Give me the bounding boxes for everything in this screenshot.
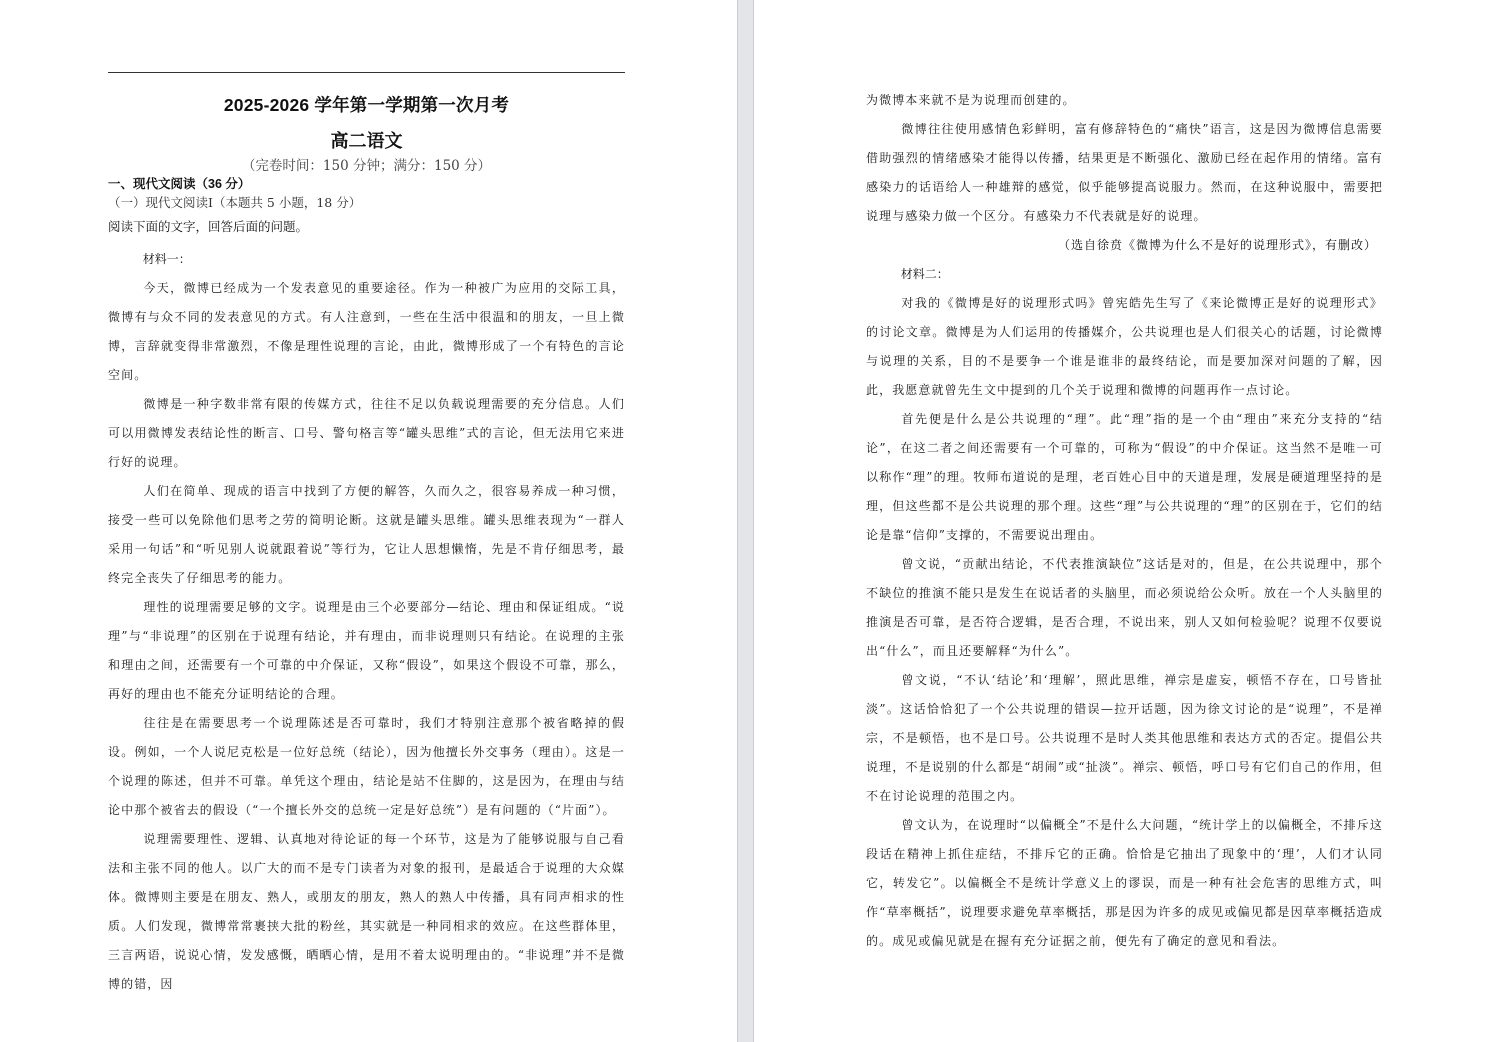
paragraph: 往往是在需要思考一个说理陈述是否可靠时，我们才特别注意那个被省略掉的假设。例如，一个人说尼克松是一位好总统（结论），因为他擅长外交事务（理由）。这是一个说理的陈述，但并不可靠。单凭这个理由，结论是站不住脚的，这是因为，在理由与结论中那个被省去的假设（“一个擅长外交的总统一定是好总统”）是有问题的（“片面”）。 <box>108 716 625 817</box>
paragraph: 微博往往使用感情色彩鲜明，富有修辞特色的“痛快”语言，这是因为微博信息需要借助强烈的情绪感染才能得以传播，结果更是不断强化、激励已经在起作用的情绪。富有感染力的话语给人一种雄辩的感觉，似乎能够提高说服力。然而，在这种说服中，需要把说理与感染力做一个区分。有感染力不代表就是好的说理。 <box>866 122 1383 223</box>
paragraph: 人们在简单、现成的语言中找到了方便的解答，久而久之，很容易养成一种习惯，接受一些可以免除他们思考之劳的简明论断。这就是罐头思维。罐头思维表现为“一群人采用一句话”和“听见别人说就跟着说”等行为，它让人思想懒惰，先是不肯仔细思考，最终完全丧失了仔细思考的能力。 <box>108 484 625 585</box>
section-heading: 一、现代文阅读（36 分） <box>108 177 251 191</box>
paragraph-continuation: 为微博本来就不是为说理而创建的。 <box>866 93 1076 107</box>
exam-info: （完卷时间：150 分钟；满分：150 分） <box>241 158 492 174</box>
reading-instruction: 阅读下面的文字，回答后面的问题。 <box>108 219 309 234</box>
page-content <box>866 86 1383 956</box>
material-one-label: 材料一： <box>142 252 191 266</box>
paragraph: 曾文认为，在说理时“以偏概全”不是什么大问题，“统计学上的以偏概全，不排斥这段话在精神上抓住症结，不排斥它的正确。恰恰是它抽出了现象中的‘理’，人们才认同它，转发它”。以偏概全不是统计学意义上的谬误，而是一种有社会危害的思维方式，叫作“草率概括”，说理要求避免草率概括，那是因为许多的成见或偏见都是因草率概括造成的。成见或偏见就是在握有充分证据之前，便先有了确定的意见和看法。 <box>866 818 1383 948</box>
paragraph: 首先便是什么是公共说理的“理”。此“理”指的是一个由“理由”来充分支持的“结论”，在这二者之间还需要有一个可靠的，可称为“假设”的中介保证。这当然不是唯一可以称作“理”的理。牧师布道说的是理，老百姓心目中的天道是理，发展是硬道理坚持的是理，但这些都不是公共说理的那个理。这些“理”与公共说理的“理”的区别在于，它们的结论是靠“信仰”支撑的，不需要说出理由。 <box>866 412 1383 542</box>
exam-title: 2025-2026 学年第一学期第一次月考 <box>223 95 510 115</box>
header-rule <box>108 72 625 73</box>
subject-title: 高二语文 <box>330 131 403 151</box>
paragraph: 今天，微博已经成为一个发表意见的重要途径。作为一种被广为应用的交际工具，微博有与众不同的发表意见的方式。有人注意到，一些在生活中很温和的朋友，一旦上微博，言辞就变得非常激烈，不像是理性说理的言论，由此，微博形成了一个有特色的言论空间。 <box>108 281 625 382</box>
paragraph: 对我的《微博是好的说理形式吗》曾宪皓先生写了《来论微博正是好的说理形式》的讨论文章。微博是为人们运用的传播媒介，公共说理也是人们很关心的话题，讨论微博与说理的关系，目的不是要争一个谁是谁非的最终结论，而是要加深对问题的了解，因此，我愿意就曾先生文中提到的几个关于说理和微博的问题再作一点讨论。 <box>866 296 1383 397</box>
source-citation: （选自徐贲《微博为什么不是好的说理形式》，有删改） <box>1057 238 1377 252</box>
paragraph: 曾文说，“不认‘结论’和‘理解’，照此思维，禅宗是虚妄，顿悟不存在，口号皆扯淡”。这话恰恰犯了一个公共说理的错误—拉开话题，因为徐文讨论的是“说理”，不是禅宗，不是顿悟，也不是口号。公共说理不是时人类其他思维和表达方式的否定。提倡公共说理，不是说别的什么都是“胡闹”或“扯淡”。禅宗、顿悟，呼口号有它们自己的作用，但不在讨论说理的范围之内。 <box>866 673 1383 803</box>
subsection-heading: （一）现代文阅读Ⅰ（本题共 5 小题，18 分） <box>108 195 362 210</box>
paragraph: 理性的说理需要足够的文字。说理是由三个必要部分—结论、理由和保证组成。“说理”与“非说理”的区别在于说理有结论，并有理由，而非说理则只有结论。在说理的主张和理由之间，还需要有一个可靠的中介保证，又称“假设”，如果这个假设不可靠，那么，再好的理由也不能充分证明结论的合理。 <box>108 600 625 701</box>
paragraph: 说理需要理性、逻辑、认真地对待论证的每一个环节，这是为了能够说服与自己看法和主张不同的他人。以广大的而不是专门读者为对象的报刊，是最适合于说理的大众媒体。微博则主要是在朋友、熟人，或朋友的朋友，熟人的熟人中传播，具有同声相求的性质。人们发现，微博常常裹挟大批的粉丝，其实就是一种同相求的效应。在这些群体里，三言两语，说说心情，发发感慨，晒晒心情，是用不着太说明理由的。“非说理”并不是微博的错，因 <box>108 832 625 991</box>
page-content <box>108 72 625 999</box>
paragraph: 曾文说，“贡献出结论，不代表推演缺位”这话是对的，但是，在公共说理中，那个不缺位的推演不能只是发生在说话者的头脑里，而必须说给公众听。放在一个人头脑里的推演是否可靠，是否符合逻辑，是否合理，不说出来，别人又如何检验呢？说理不仅要说出“什么”，而且还要解释“为什么”。 <box>866 557 1383 658</box>
material-two-label: 材料二： <box>900 267 949 281</box>
page-gutter <box>737 0 754 1042</box>
document-page-left <box>0 0 737 1042</box>
document-page-right <box>754 0 1495 1042</box>
paragraph: 微博是一种字数非常有限的传媒方式，往往不足以负载说理需要的充分信息。人们可以用微博发表结论性的断言、口号、警句格言等“罐头思维”式的言论，但无法用它来进行好的说理。 <box>108 397 625 469</box>
